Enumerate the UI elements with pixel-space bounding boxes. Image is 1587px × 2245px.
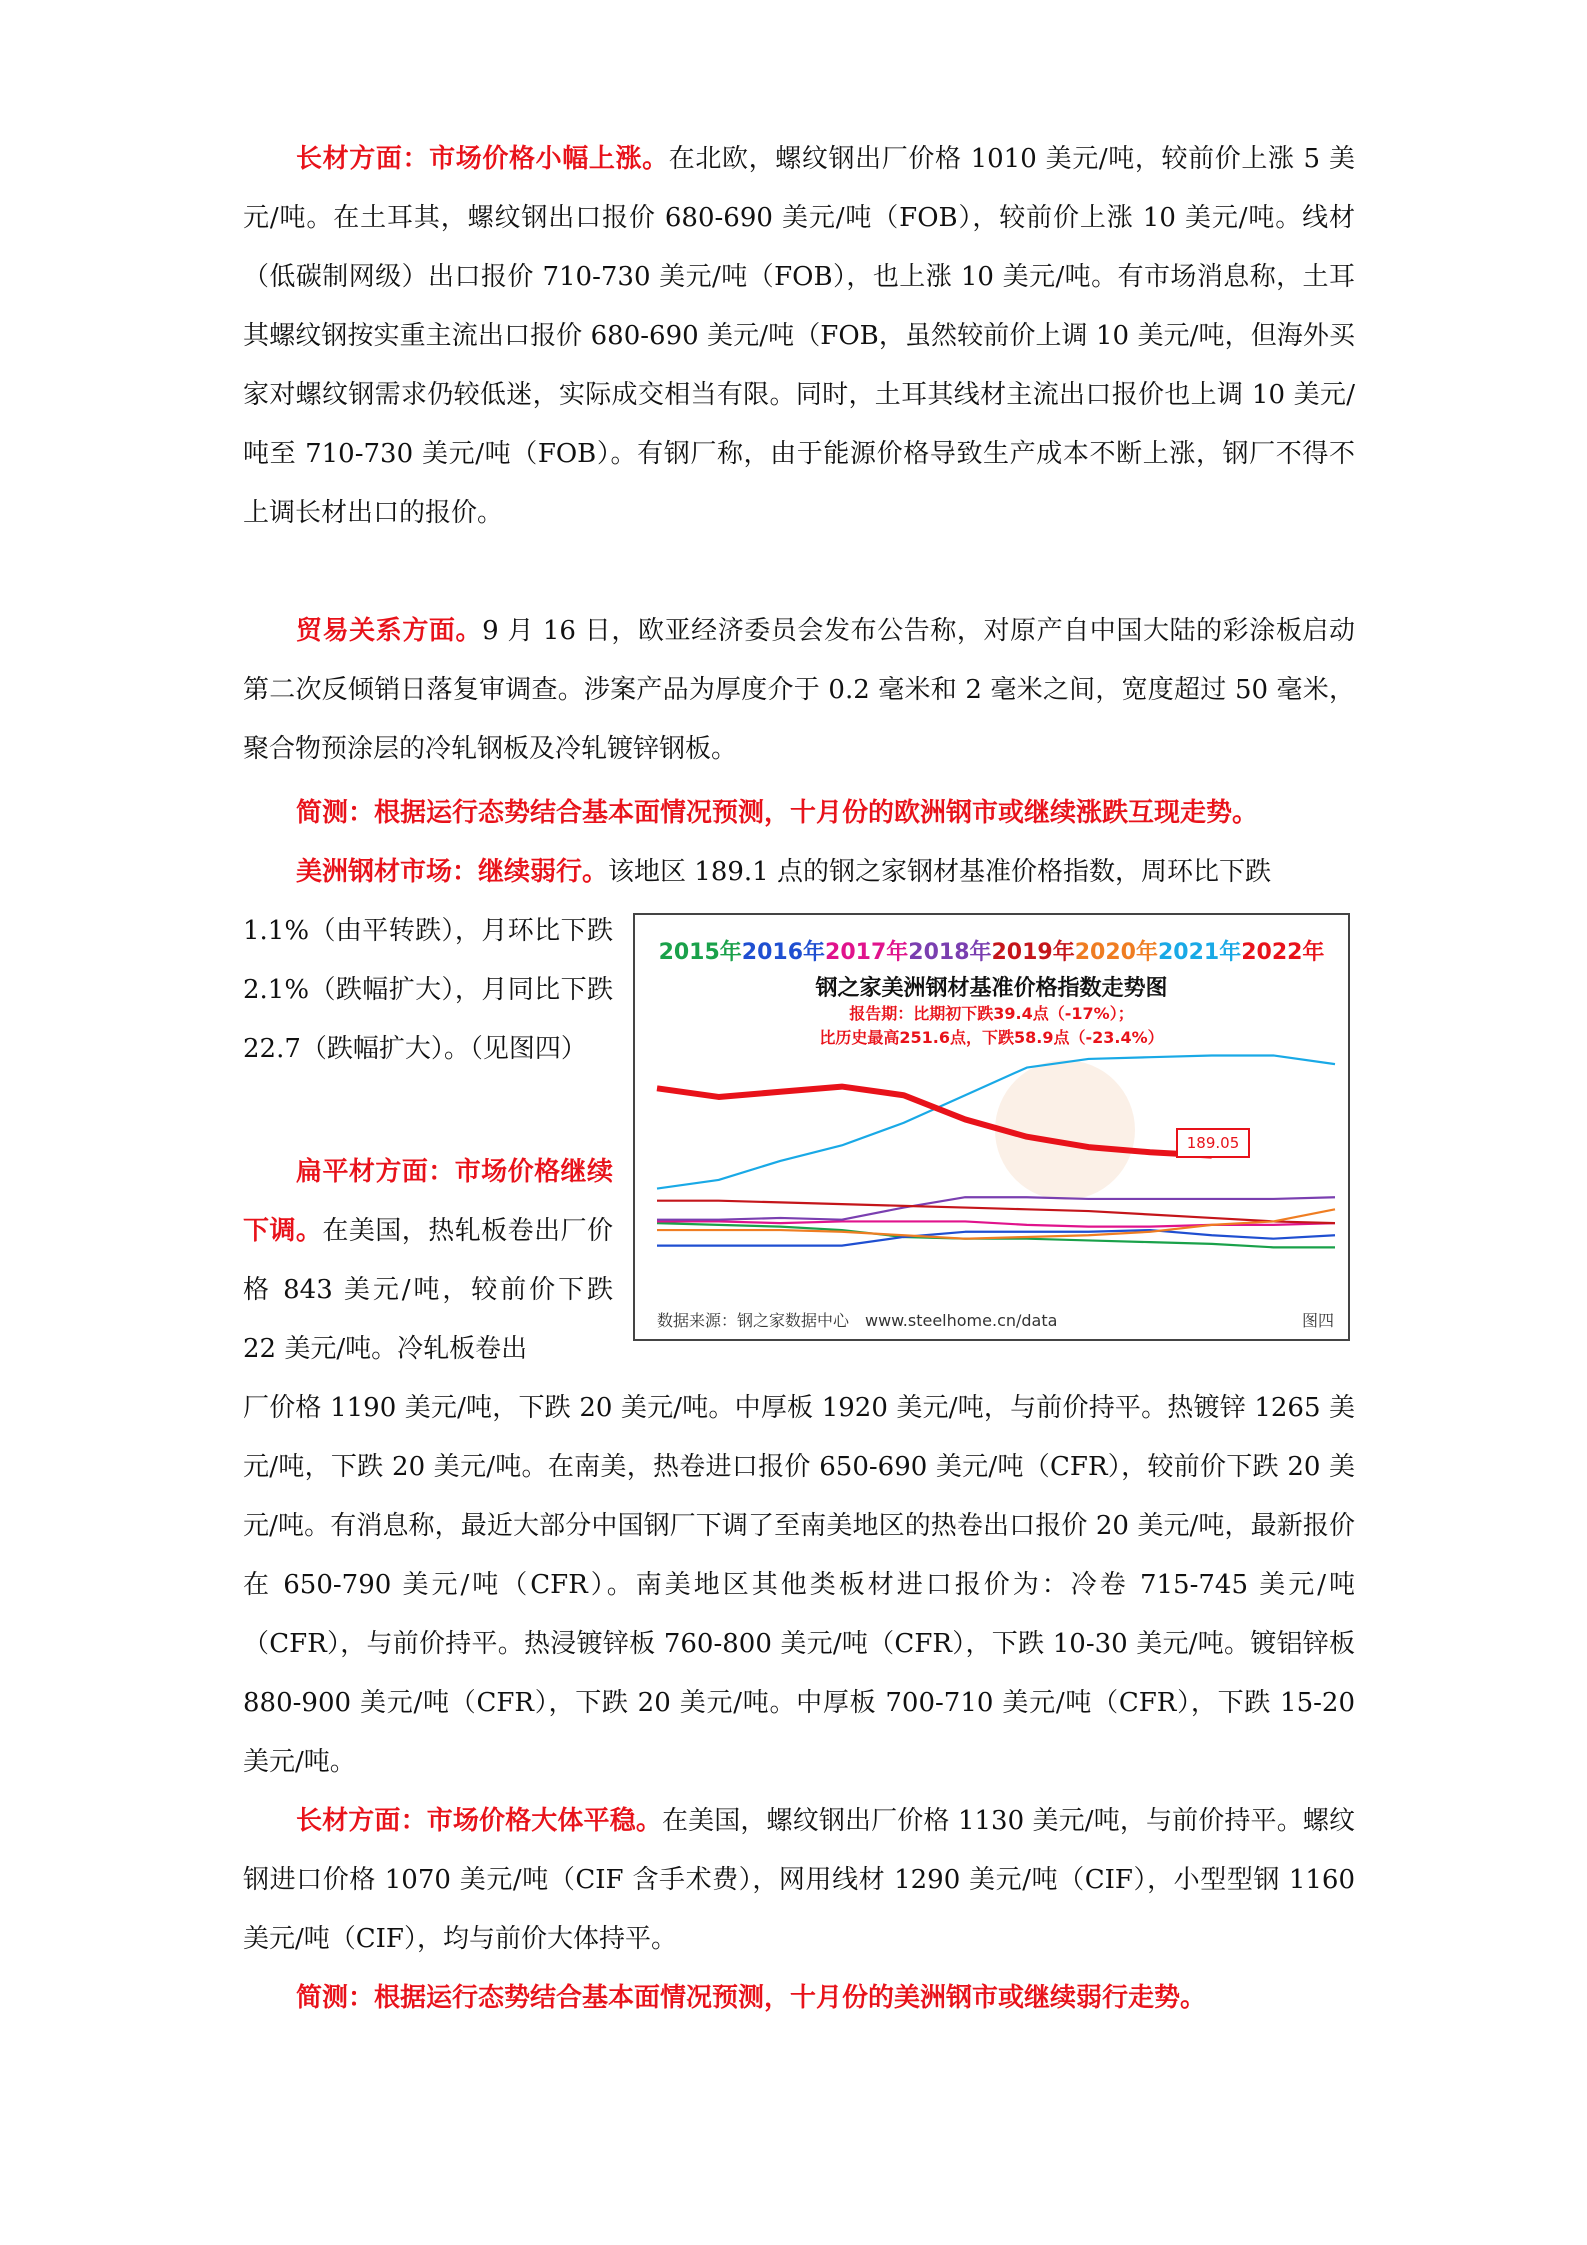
chart-legend-years [635,935,1348,966]
legend-entry-6: 2020年 [1074,940,1158,965]
paragraph-lead: 美洲钢材市场：继续弱行。 [296,857,609,887]
paragraph-long-steel-americas [243,1792,1355,1969]
legend-entry-8: 2022年 [1241,940,1325,965]
paragraph-trade-relations [243,602,1355,779]
paragraph-lead: 贸易关系方面。 [296,616,483,646]
chart-last-value-label: 189.05 [1176,1128,1250,1158]
paragraph-lead: 长材方面：市场价格小幅上涨。 [296,144,669,174]
paragraph-americas-market-line1 [296,843,1356,902]
chart-subtitle-2: 比历史最高251.6点，下跌58.9点（-23.4%） [819,1028,1164,1047]
legend-entry-4: 2018年 [908,940,992,965]
paragraph-text: 在美国，螺纹钢出厂价格 1130 美元/吨，与前价持平。螺纹钢进口价格 1070 美元/吨（CIF 含手术费），网用线材 1290 美元/吨（CIF），小型型钢 1160 美元/吨（CIF），均与前价大体持平。 [243,1806,1355,1954]
chart-figure-number: 图四 [1301,1311,1334,1330]
paragraph-text: 9 月 16 日，欧亚经济委员会发布公告称，对原产自中国大陆的彩涂板启动第二次反倾销日落复审调查。涉案产品为厚度介于 0.2 毫米和 2 毫米之间，宽度超过 50 毫米，聚合物预涂层的冷轧钢板及冷轧镀锌钢板。 [243,616,1355,764]
chart-source: 数据来源：钢之家数据中心 www.steelhome.cn/data [657,1311,1058,1330]
paragraph-long-steel-europe [243,130,1355,543]
paragraph-americas-market-cont: 1.1%（由平转跌），月环比下跌 2.1%（跌幅扩大），月同比下跌 22.7（跌幅扩大）。（见图四） [243,916,613,1064]
series-line-5 [657,1201,1335,1223]
paragraph-text: 在美国，热轧板卷出厂价格 843 美元/吨，较前价下跌 22 美元/吨。冷轧板卷出 [243,1216,613,1364]
forecast-americas: 简测：根据运行态势结合基本面情况预测，十月份的美洲钢市或继续弱行走势。 [296,1983,1207,2013]
legend-entry-5: 2019年 [991,940,1075,965]
chart-title: 钢之家美洲钢材基准价格指数走势图 [815,976,1168,1001]
legend-entry-1: 2015年 [658,940,742,965]
paragraph-lead: 扁平材方面：市场价格继续下调。 [243,1157,613,1246]
forecast-europe: 简测：根据运行态势结合基本面情况预测，十月份的欧洲钢市或继续涨跌互现走势。 [296,798,1259,828]
watermark-logo [995,1060,1135,1200]
paragraph-text: 该地区 189.1 点的钢之家钢材基准价格指数，周环比下跌 [608,857,1271,887]
legend-entry-3: 2017年 [825,940,909,965]
paragraph-flat-steel-narrow [243,1143,613,1379]
paragraph-lead: 长材方面：市场价格大体平稳。 [296,1806,662,1836]
legend-entry-2: 2016年 [741,940,826,965]
price-index-chart [633,913,1350,1341]
paragraph-flat-steel-wide: 厂价格 1190 美元/吨，下跌 20 美元/吨。中厚板 1920 美元/吨，与前价持平。热镀锌 1265 美元/吨，下跌 20 美元/吨。在南美，热卷进口报价 650-690 美元/吨（CFR），较前价下跌 20 美元/吨。有消息称，最近大部分中国钢厂下调了至南美地区的热卷出口报价 20 美元/吨，最新报价在 650-790 美元/吨（CFR）。南美地区其他类板材进口报价为：冷卷 715-745 美元/吨（CFR），与前价持平。热浸镀锌板 760-800 美元/吨（CFR），下跌 10-30 美元/吨。镀铝锌板 880-900 美元/吨（CFR），下跌 20 美元/吨。中厚板 700-710 美元/吨（CFR），下跌 15-20 美元/吨。 [243,1393,1355,1777]
chart-subtitle-1: 报告期：比期初下跌39.4点（-17%）； [849,1004,1134,1023]
legend-entry-7: 2021年 [1157,940,1242,965]
series-line-1 [657,1223,1335,1247]
paragraph-text: 在北欧，螺纹钢出厂价格 1010 美元/吨，较前价上涨 5 美元/吨。在土耳其，螺纹钢出口报价 680-690 美元/吨（FOB），较前价上涨 10 美元/吨。线材（低碳制网级）出口报价 710-730 美元/吨（FOB），也上涨 10 美元/吨。有市场消息称，土耳其螺纹钢按实重主流出口报价 680-690 美元/吨（FOB，虽然较前价上调 10 美元/吨，但海外买家对螺纹钢需求仍较低迷，实际成交相当有限。同时，土耳其线材主流出口报价也上调 10 美元/吨至 710-730 美元/吨（FOB）。有钢厂称，由于能源价格导致生产成本不断上涨，钢厂不得不上调长材出口的报价。 [243,144,1356,528]
